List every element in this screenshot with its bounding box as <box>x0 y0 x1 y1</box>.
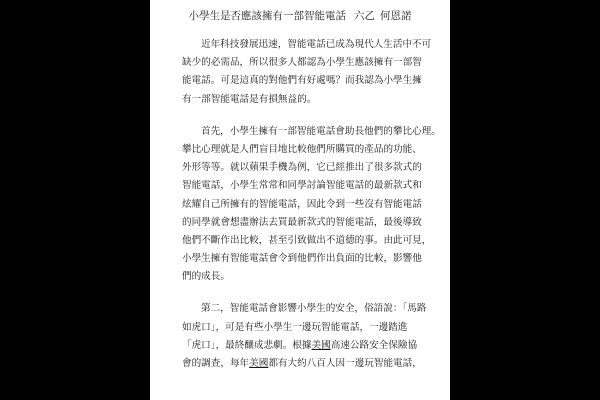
paragraph-line: 的同學就會想盡辦法去買最新款式的智能電話，最後導致 <box>182 216 422 228</box>
paragraph-line: 們的成長。 <box>182 271 230 283</box>
paragraph-1 <box>182 36 432 109</box>
proper-noun: 美國 <box>249 358 269 369</box>
paragraph-line: 小學生擁有智能電話會令到他們作出負面的比較，影響他 <box>182 253 422 265</box>
proper-noun: 美國 <box>311 339 331 351</box>
paragraph-line: 缺少的必需品，所以很多人都認為小學生應該擁有一部智 <box>182 57 422 69</box>
paragraph-line: 有一部智能電話是有損無益的。 <box>182 93 317 105</box>
paragraph-line: 他們不斷作出比較，甚至引致做出不道德的事。由此可見， <box>182 234 432 246</box>
paragraph-line: 會的調查，每年美國都有大約八百人因一邊玩智能電話， <box>182 358 422 369</box>
paragraph-line: 攀比心理就是人們盲目地比較他們所購買的產品的功能、 <box>182 143 422 155</box>
paragraph-2 <box>182 123 441 287</box>
essay-heading <box>150 9 450 23</box>
author-name: 何恩諾 <box>380 10 412 22</box>
paragraph-3 <box>182 300 428 373</box>
paragraph-line: 外形等等。就以蘋果手機為例，它已經推出了很多款式的 <box>182 162 422 174</box>
class-label: 六乙 <box>354 10 375 22</box>
paragraph-line: 「虎口」，最終釀成悲劇。根據美國高速公路安全保險協 <box>182 339 418 351</box>
paragraph-line: 第二，智能電話會影響小學生的安全，俗語說：「馬路 <box>201 303 427 315</box>
paragraph-line: 如虎口」，可是有些小學生一邊玩智能電話，一邊踏進 <box>182 321 408 333</box>
paragraph-line: 炫耀自己所擁有的智能電話，因此令到一些沒有智能電話 <box>182 198 422 210</box>
essay-body <box>182 36 441 387</box>
paragraph-line: 智能電話，小學生常常和同學討論智能電話的最新款式和 <box>182 180 422 192</box>
document-page <box>150 0 450 400</box>
essay-title: 小學生是否應該擁有一部智能電話 <box>188 10 346 22</box>
paragraph-line: 近年科技發展迅速，智能電話已成為現代人生活中不可 <box>201 39 432 50</box>
paragraph-line: 首先，小學生擁有一部智能電話會助長他們的攀比心理。 <box>201 125 441 137</box>
paragraph-line: 能電話。可是這真的對他們有好處嗎？而我認為小學生擁 <box>182 75 422 87</box>
